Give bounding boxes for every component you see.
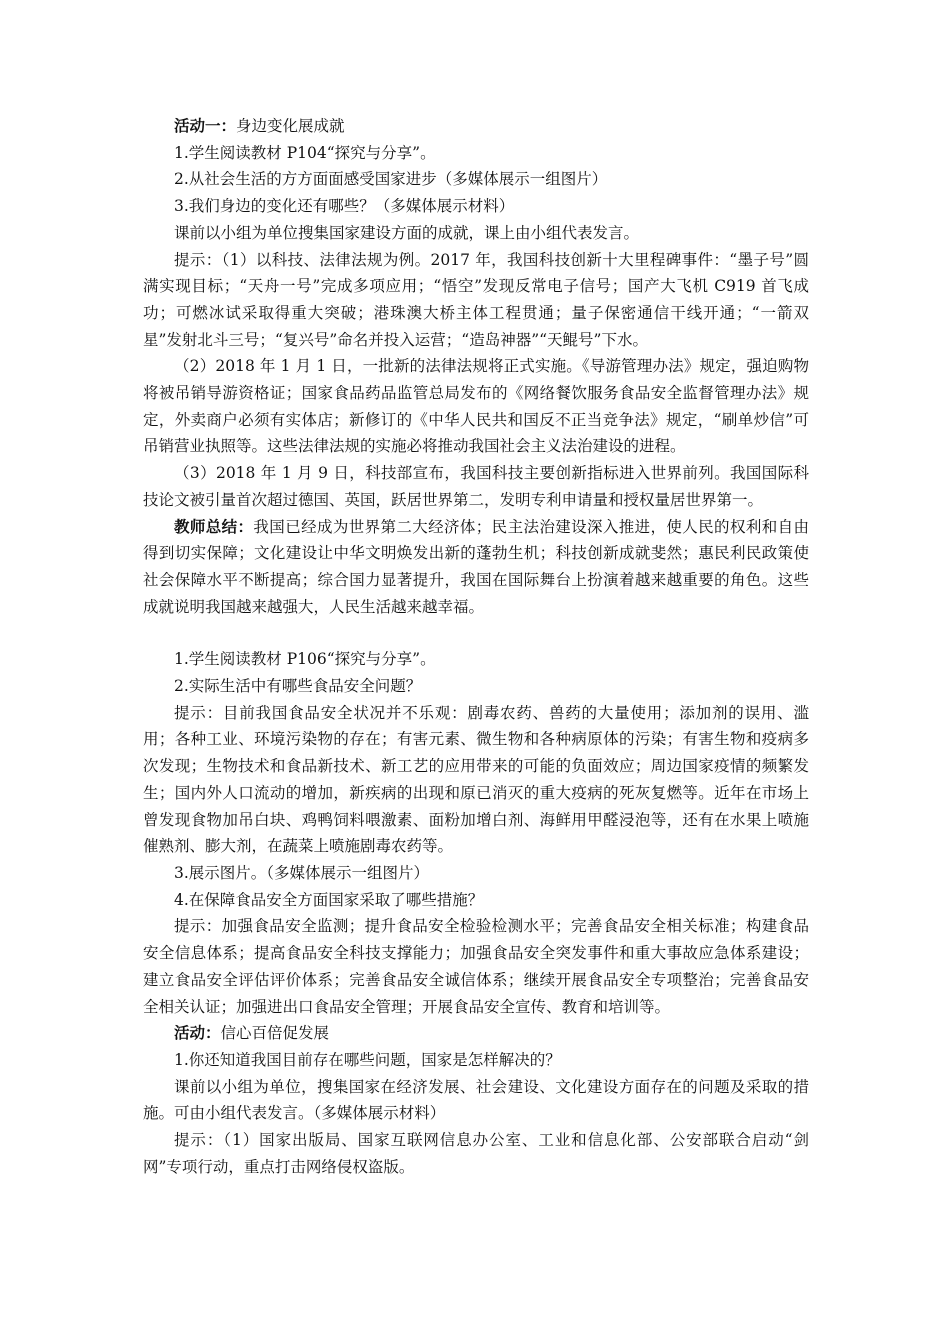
food-safety-step4: 4.在保障食品安全方面国家采取了哪些措施？ [174, 890, 484, 909]
food-safety-tip: 提示：目前我国食品安全状况并不乐观：剧毒农药、兽药的大量使用；添加剂的误用、滥用；各种工业、环境污染物的存在；有害元素、微生物和各种病原体的污染；有害生物和疫病多次发现；生物技术和食品新技术、新工艺的应用带来的可能的负面效应；周边国家疫情的频繁发生；国内外人口流动的增加，新疾病的出现和原已消灭的重大疫病的死灰复燃等。近年在市场上曾发现食物加吊白块、鸡鸭饲料喂激素、面粉加增白剂、海鲜用甲醛浸泡等，还有在水果上喷施催熟剂、膨大剂，在蔬菜上喷施剧毒农药等。 [143, 703, 809, 856]
teacher-summary-text: 我国已经成为世界第二大经济体；民主法治建设深入推进，使人民的权利和自由得到切实保障；文化建设让中华文明焕发出新的蓬勃生机；科技创新成就斐然；惠民利民政策使社会保障水平不断提高；综合国力显著提升，我国在国际舞台上扮演着越来越重要的角色。这些成就说明我国越来越强大，人民生活越来越幸福。 [143, 517, 809, 616]
section-gap [143, 620, 809, 646]
food-safety-step3: 3.展示图片。（多媒体展示一组图片） [174, 863, 430, 882]
activity1-step2: 2.从社会生活的方方面面感受国家进步（多媒体展示一组图片） [174, 170, 608, 189]
activity2-step1: 1.你还知道我国目前存在哪些问题，国家是怎样解决的？ [174, 1050, 561, 1069]
activity2-intro: 课前以小组为单位，搜集国家在经济发展、社会建设、文化建设方面存在的问题及采取的措施。可由小组代表发言。（多媒体展示材料） [143, 1077, 809, 1123]
activity2-heading-text: 信心百倍促发展 [220, 1024, 330, 1043]
teacher-summary-label: 教师总结： [174, 516, 254, 536]
activity2-tip1: 提示：（1）国家出版局、国家互联网信息办公室、工业和信息化部、公安部联合启动“剑网”专项行动，重点打击网络侵权盗版。 [143, 1131, 809, 1176]
food-safety-step1: 1.学生阅读教材 P106“探究与分享”。 [174, 650, 436, 669]
activity1-tip3: （3）2018 年 1 月 9 日，科技部宣布，我国科技主要创新指标进入世界前列。我国国际科技论文被引量首次超过德国、英国，跃居世界第二，发明专利申请量和授权量居世界第一。 [143, 464, 809, 509]
activity1-step1: 1.学生阅读教材 P104“探究与分享”。 [174, 143, 436, 162]
food-safety-tip2: 提示：加强食品安全监测；提升食品安全检验检测水平；完善食品安全相关标准；构建食品安全信息体系；提高食品安全科技支撑能力；加强食品安全突发事件和重大事故应急体系建设；建立食品安全评估评价体系；完善食品安全诚信体系；继续开展食品安全专项整治；完善食品安全相关认证；加强进出口食品安全管理；开展食品安全宣传、教育和培训等。 [143, 917, 809, 1016]
document-page [143, 113, 809, 1180]
activity2-heading-label: 活动： [174, 1023, 221, 1043]
activity2-heading [143, 1020, 809, 1047]
activity1-heading [143, 113, 809, 140]
activity1-tip1: 提示：（1）以科技、法律法规为例。2017 年，我国科技创新十大里程碑事件：“墨子号”圆满实现目标；“天舟一号”完成多项应用；“悟空”发现反常电子信号；国产大飞机 C919 首飞成功；可燃冰试采取得重大突破；港珠澳大桥主体工程贯通；量子保密通信干线开通；“一箭双星”发射北斗三号；“复兴号”命名并投入运营；“造岛神器”“天鲲号”下水。 [143, 250, 809, 349]
activity1-intro: 课前以小组为单位搜集国家建设方面的成就，课上由小组代表发言。 [174, 223, 640, 242]
food-safety-step2: 2.实际生活中有哪些食品安全问题？ [174, 677, 422, 696]
activity1-step3: 3.我们身边的变化还有哪些？（多媒体展示材料） [174, 197, 515, 216]
teacher-summary [143, 514, 809, 621]
activity1-heading-label: 活动一： [174, 116, 237, 135]
activity1-tip2: （2）2018 年 1 月 1 日，一批新的法律法规将正式实施。《导游管理办法》规定，强迫购物将被吊销导游资格证；国家食品药品监管总局发布的《网络餐饮服务食品安全监督管理办法》规定，外卖商户必须有实体店；新修订的《中华人民共和国反不正当竞争法》规定，“刷单炒信”可吊销营业执照等。这些法律法规的实施必将推动我国社会主义法治建设的进程。 [143, 357, 809, 456]
activity1-heading-text: 身边变化展成就 [236, 117, 345, 135]
